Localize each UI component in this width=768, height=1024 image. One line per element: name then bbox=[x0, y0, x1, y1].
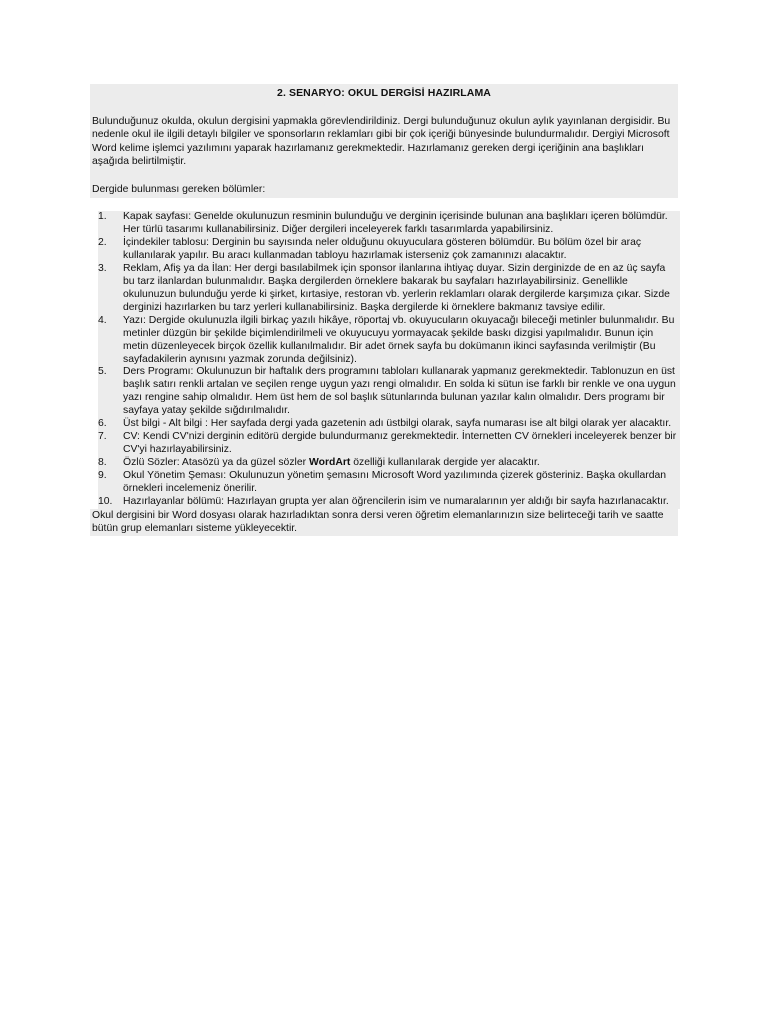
list-text bbox=[123, 457, 678, 470]
list-item bbox=[98, 366, 678, 418]
list-text: Okul Yönetim Şeması: Okulunuzun yönetim şemasını Microsoft Word yazılımında çizerek gösteriniz. Başka okullardan örnekleri incelemeniz önerilir. bbox=[123, 470, 667, 495]
wordart-term: WordArt bbox=[308, 457, 351, 469]
list-item bbox=[98, 431, 678, 457]
sections-list bbox=[98, 211, 678, 509]
list-number: 3. bbox=[98, 262, 107, 274]
list-number: 4. bbox=[98, 314, 107, 326]
list-item bbox=[98, 470, 678, 496]
list-item bbox=[98, 457, 678, 470]
list-number: 6. bbox=[98, 418, 107, 430]
list-number: 1. bbox=[98, 211, 107, 223]
list-number: 9. bbox=[98, 470, 107, 482]
list-text: Üst bilgi - Alt bilgi : Her sayfada dergi yada gazetenin adı üstbilgi olarak, sayfa numarası ise alt bilgi olarak yer alacaktır. bbox=[123, 418, 672, 430]
list-text: İçindekiler tablosu: Derginin bu sayısında neler olduğunu okuyuculara gösteren bölümdür. Bu bölüm özel bir araç kullanılarak yapılır. Bu aracı kullanmadan tabloyu hazırlamak isterseniz çok zamanınızı alacaktır. bbox=[123, 236, 642, 261]
list-number: 10. bbox=[98, 496, 113, 507]
list-text: Reklam, Afiş ya da İlan: Her dergi basılabilmek için sponsor ilanlarına ihtiyaç duyar. Sizin derginizde de en az üç sayfa bu tarz ilanlardan bulunmalıdır. Başka dergilerden örneklere bakarak bu sayfaları hazırlayabilirsiniz. Genellikle okulunuzun bulunduğu yerde ki şirket, kırtasiye, restoran vb. yerlerin reklamları olarak dergilerde karşımıza çıkar. Sizde derginizi hazırlarken bu tarz yerleri kullanabilirsiniz. Başka dergilerde ki örneklere bakmanız tavsiye edilir. bbox=[123, 262, 670, 313]
list-item bbox=[98, 418, 678, 431]
sections-list-block bbox=[98, 211, 680, 509]
list-number: 8. bbox=[98, 457, 107, 469]
list-text: Hazırlayanlar bölümü: Hazırlayan grupta yer alan öğrencilerin isim ve numaralarının yer aldığı bir sayfa hazırlanacaktır. bbox=[123, 496, 669, 507]
intro-paragraph: Bulunduğunuz okulda, okulun dergisini yapmakla görevlendirildiniz. Dergi bulunduğunuz okulun aylık yayınlanan dergisidir. Bu nedenle okul ile ilgili detaylı bilgiler ve sponsorların reklamları gibi bir çok içeriği bünyesinde bulundurmalıdır. Dergiyi Microsoft Word kelime işlemci yazılımını yaparak hazırlamanız gerekmektedir. Hazırlamanız gereken dergi içeriğinin ana başlıkları aşağıda belirtilmiştir. bbox=[92, 116, 671, 168]
list-item bbox=[98, 496, 678, 509]
list-item bbox=[98, 263, 678, 315]
document-page bbox=[90, 84, 678, 536]
sections-heading: Dergide bulunması gereken bölümler: bbox=[92, 183, 266, 195]
list-text: CV: Kendi CV'nizi derginin editörü dergide bulundurmanız gerekmektedir. İnternetten CV örnekleri inceleyerek benzer bir CV'yi hazırlayabilirsiniz. bbox=[123, 431, 677, 456]
list-item bbox=[98, 211, 678, 237]
list-item bbox=[98, 237, 678, 263]
list-text-part: Özlü Sözler: Atasözü ya da güzel sözler bbox=[123, 457, 309, 469]
list-number: 2. bbox=[98, 236, 107, 248]
list-item bbox=[98, 315, 678, 367]
list-text: Yazı: Dergide okulunuzla ilgili birkaç yazılı hikâye, röportaj vb. okuyucuların okuyacağı bileceği metinler bulunmalıdır. Bu metinler düzgün bir şekilde biçimlendirilmeli ve okuyucuyu yormayacak şekilde baskı dizgisi yapılmalıdır. Bunun için metin düzenleyecek birçok özellik kullanılmalıdır. Bir adet örnek sayfa bu dokümanın ikinci sayfasında verilmiştir (Bu sayfadakilerin aynısını yazmak zorunda değilsiniz). bbox=[123, 314, 675, 365]
document-title: 2. SENARYO: OKUL DERGİSİ HAZIRLAMA bbox=[277, 87, 491, 99]
intro-block bbox=[90, 84, 678, 198]
list-text: Kapak sayfası: Genelde okulunuzun resminin bulunduğu ve derginin içerisinde bulunan ana başlıkları içeren bölümdür. Her türlü tasarımı kullanabilirsiniz. Diğer dergileri inceleyerek farklı tasarımlarda yapabilirsiniz. bbox=[123, 211, 668, 235]
closing-paragraph: Okul dergisini bir Word dosyası olarak hazırladıktan sonra dersi veren öğretim elemanlarınızın size belirteceği tarih ve saatte bütün grup elemanları sisteme yükleyecektir. bbox=[90, 509, 678, 536]
list-number: 5. bbox=[98, 366, 107, 378]
list-text: Ders Programı: Okulunuzun bir haftalık ders programını tabloları kullanarak yapmanız gerekmektedir. Tablonuzun en üst başlık satırı renkli artalan ve seçilen renge uygun yazı rengi olmalıdır. En solda ki sütun ise farklı bir renkle ve ona uygun yazı rengine sahip olmalıdır. Hem üst hem de sol başlık sütunlarında bulunan yazılar kalın olmalıdır. Ders programı bir sayfaya yatay şekilde sığdırılmalıdır. bbox=[123, 366, 676, 417]
spacer bbox=[90, 198, 678, 211]
list-text-part: özelliği kullanılarak dergide yer alacaktır. bbox=[350, 457, 540, 469]
list-number: 7. bbox=[98, 431, 107, 443]
